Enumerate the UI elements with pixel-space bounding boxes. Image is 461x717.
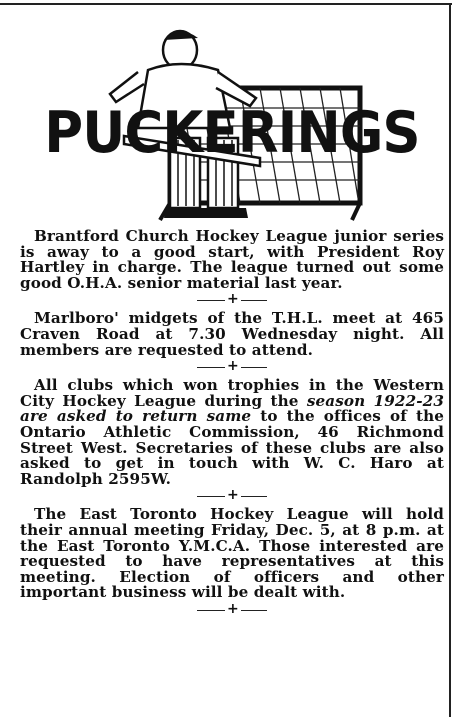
- masthead-title: PUCKERINGS: [44, 100, 420, 166]
- article-italic-text: season 1922-23 are asked to return same: [20, 391, 444, 426]
- section-divider: [197, 600, 267, 617]
- divider-ornament-icon: +: [227, 358, 239, 375]
- article-text: to the offices of the Ontario Athletic Commission, 46 Richmond Street West. Secretaries of these clubs are also asked to get in touch with W. C. Haro at Randolph 2595W.: [20, 407, 445, 488]
- news-column: [20, 8, 444, 621]
- divider-ornament-icon: +: [227, 600, 239, 617]
- section-divider: [197, 293, 267, 307]
- article-marlboro-midgets: Marlboro' midgets of the T.H.L. meet at 465 Craven Road at 7.30 Wednesday night. All members are requested to attend.: [20, 309, 444, 359]
- column-rule: [449, 3, 451, 717]
- masthead: [20, 8, 444, 223]
- top-rule: [0, 3, 452, 5]
- article-east-toronto-meeting: The East Toronto Hockey League will hold their annual meeting Friday, Dec. 5, at 8 p.m. at the East Toronto Y.M.C.A. Those interested are requested to have representatives at this meeting. Election of officers and other important business will be dealt with.: [20, 505, 444, 602]
- section-divider: [197, 360, 267, 374]
- divider-ornament-icon: +: [227, 291, 239, 308]
- article-western-city-trophies: [20, 378, 444, 487]
- section-divider: [197, 489, 267, 503]
- article-text: All clubs which won trophies in the Western City Hockey League during the: [20, 376, 444, 410]
- article-church-league: Brantford Church Hockey League junior series is away to a good start, with President Roy Hartley in charge. The league turned out some good O.H.A. senior material last year.: [20, 227, 444, 292]
- divider-ornament-icon: +: [227, 487, 239, 504]
